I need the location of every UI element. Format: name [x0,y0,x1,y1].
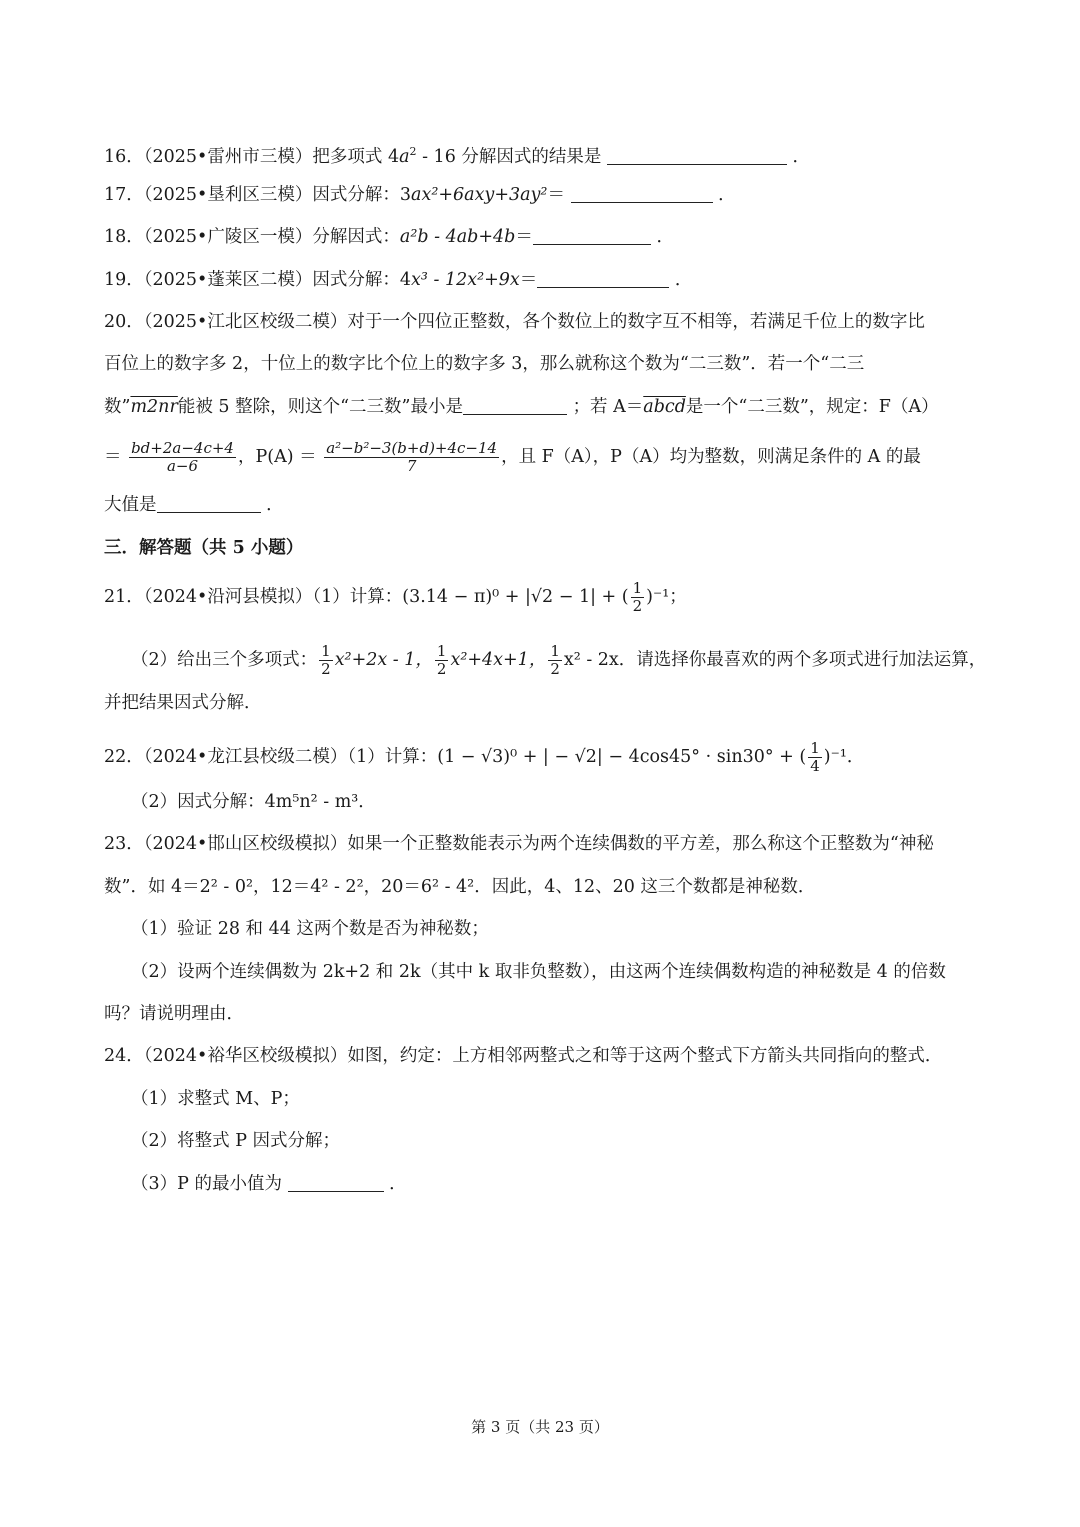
quarter-denominator: 4 [810,757,820,775]
answer-blank[interactable] [157,496,261,513]
answer-blank[interactable] [537,271,669,288]
p-numerator: a²−b²−3(b+d)+4c−14 [326,439,498,457]
q19-eq: ＝ [519,270,538,290]
q16-head: 16．（2025•雷州市三模）把多项式 4 [104,146,400,167]
q21-l2a: （2）给出三个多项式： [131,650,318,670]
q20-l4b: ，P(A) ＝ [237,447,317,467]
q20-l3b: 能被 5 整除，则这个“二三数”最小是 [177,397,463,417]
question-23-line-1: 23．（2024•邯山区校级模拟）如果一个正整数能表示为两个连续偶数的平方差，那么称这个正整数为“神秘 [104,834,934,854]
q20-l3a: 数” [104,397,131,417]
f-denominator: a−6 [166,457,199,475]
q19-expr: x³ ‐ 12x²+9x [411,270,520,290]
q22-l1b: )⁻¹． [823,747,865,767]
section-heading: 三．解答题（共 5 小题） [104,538,304,558]
answer-blank[interactable] [533,228,651,245]
question-18 [104,225,674,249]
q18-end: ． [656,227,674,247]
poly-2: x²+4x+1， [450,650,547,670]
half-fraction [631,580,645,615]
f-fraction [129,440,236,475]
poly-3: x² ‐ 2x．请选择你最喜欢的两个多项式进行加法运算， [563,650,987,670]
half-fraction: $\frac{1}{2}$ [321,642,331,678]
question-24-line-2: （1）求整式 M、P； [131,1089,300,1109]
question-21-line-2 [131,643,986,678]
question-21-line-1 [104,580,687,615]
q24-l4b: ． [389,1174,407,1194]
q16-var: a [399,146,410,167]
question-23-line-4: （2）设两个连续偶数为 2k+2 和 2k（其中 k 取非负整数），由这两个连续偶数构造的神秘数是 4 的倍数 [131,962,946,982]
question-24-line-1: 24．（2024•裕华区校级模拟）如图，约定：上方相邻两整式之和等于这两个整式下方箭头共同指向的整式． [104,1046,943,1066]
q19-end: ． [674,270,693,290]
question-20-line-1: 20．（2025•江北区校级二模）对于一个四位正整数，各个数位上的数字互不相等，若满足千位上的数字比 [104,312,925,332]
answer-blank[interactable] [463,398,567,415]
question-19 [104,268,692,292]
question-24-line-3: （2）将整式 P 因式分解； [131,1131,341,1151]
question-24-line-4 [131,1172,407,1196]
question-17 [104,183,736,207]
quarter-numerator: 1 [810,739,820,757]
q22-l1a: 22．（2024•龙江县校级二模）（1）计算：(1 − √3)⁰ + | − √2| − 4cos45° · sin30° + ( [104,747,807,767]
q18-head: 18．（2025•广陵区一模）分解因式： [104,227,400,247]
question-23-line-3: （1）验证 28 和 44 这两个数是否为神秘数； [131,919,489,939]
q20-abcd: abcd [643,397,686,417]
question-16 [104,140,810,169]
p-denominator: 7 [406,457,417,475]
question-21-line-3: 并把结果因式分解． [104,693,262,713]
q20-l5b: ． [266,495,284,515]
q19-head: 19．（2025•蓬莱区二模）因式分解：4 [104,270,412,290]
answer-blank[interactable] [288,1175,384,1192]
q16-tail: ‐ 16 分解因式的结果是 [416,146,607,167]
question-22-line-2: （2）因式分解：4m⁵n² ‐ m³． [131,792,376,812]
q17-end: ． [718,185,736,205]
answer-blank[interactable] [607,148,787,165]
half-fraction: $\frac{1}{2}$ [550,642,560,678]
question-20-line-4 [104,440,921,475]
question-23-line-2: 数”．如 4＝2² ‐ 0²，12＝4² ‐ 2²，20＝6² ‐ 4²．因此，4、12、20 这三个数都是神秘数． [104,877,816,897]
half-fraction: $\frac{1}{2}$ [436,642,447,678]
q16-end: ． [792,146,811,167]
q17-expr: ax²+6axy+3ay² [411,185,548,205]
q18-expr: a²b ‐ 4ab+4b [399,227,516,247]
question-20-line-2: 百位上的数字多 2，十位上的数字比个位上的数字多 3，那么就称这个数为“二三数”．若一个“二三 [104,354,865,374]
poly-1: x²+2x ‐ 1， [334,650,433,670]
f-numerator: bd+2a−4c+4 [131,439,234,457]
page-footer: 第 3 页（共 23 页） [471,1418,609,1436]
q20-m2nr: m2nr [130,397,178,417]
q16-exp: 2 [409,145,417,158]
q21-l1b: )⁻¹； [646,587,687,607]
question-20-line-5 [104,493,284,517]
q20-l3d: 是一个“二三数”，规定：F（A） [685,397,939,417]
question-23-line-5: 吗？请说明理由． [104,1004,244,1024]
q20-l4c: ，且 F（A），P（A）均为整数，则满足条件的 A 的最 [501,447,921,467]
p-fraction [324,440,499,475]
q20-l5a: 大值是 [104,495,157,515]
q17-head: 17．（2025•垦利区三模）因式分解：3 [104,185,412,205]
half-denominator: 2 [632,597,643,615]
q21-l1a: 21．（2024•沿河县模拟）（1）计算：(3.14 − π)⁰ + |√2 − 1| + ( [104,587,629,607]
question-20-line-3 [104,395,939,419]
question-22-line-1 [104,740,864,775]
q17-eq: ＝ [547,185,571,205]
quarter-fraction [808,740,822,775]
q20-l4a: ＝ [104,447,122,467]
half-numerator: 1 [632,579,643,597]
q18-eq: ＝ [515,227,533,247]
q24-l4a: （3）P 的最小值为 [131,1174,288,1194]
q20-l3c: ；若 A＝ [572,397,644,417]
answer-blank[interactable] [571,186,713,203]
